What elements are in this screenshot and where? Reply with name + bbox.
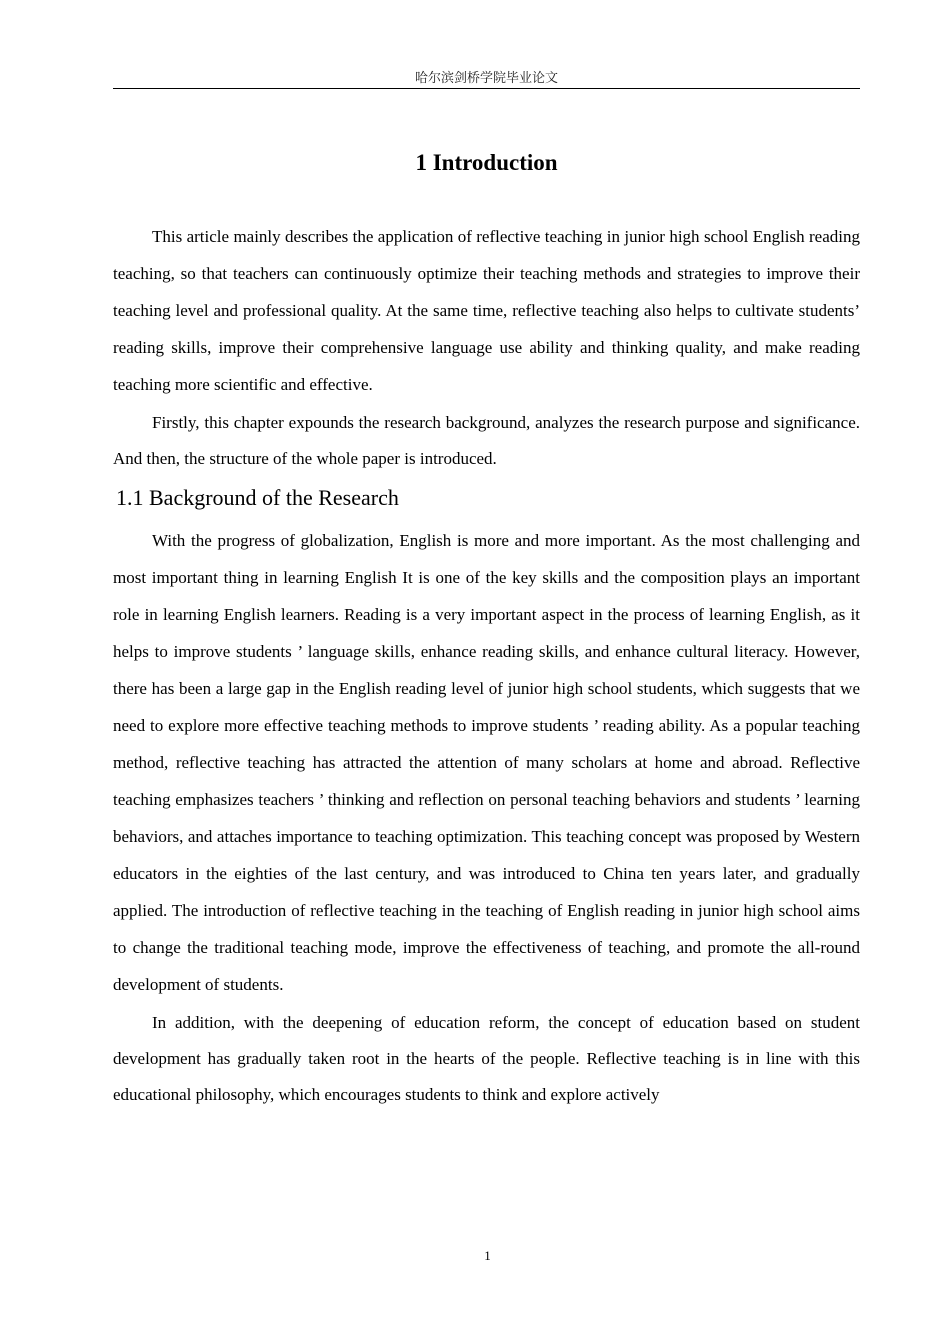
background-paragraph-1: With the progress of globalization, English is more and more important. As the most challenging and most important thing in learning English It is one of the key skills and the composition plays an important role in learning English learners. Reading is a very important aspect in the process of learning English, as it helps to improve students ’ language skills, enhance reading skills, and enhance cultural literacy. However, there has been a large gap in the English reading level of junior high school students, which suggests that we need to explore more effective teaching methods to improve students ’ reading ability. As a popular teaching method, reflective teaching has attracted the attention of many scholars at home and abroad. Reflective teaching emphasizes teachers ’ thinking and reflection on personal teaching behaviors and students ’ learning behaviors, and attaches importance to teaching optimization. This teaching concept was proposed by Western educators in the eighties of the last century, and was introduced to China ten years later, and gradually applied. The introduction of reflective teaching in the teaching of English reading in junior high school aims to change the traditional teaching mode, improve the effectiveness of teaching, and promote the all-round development of students. [113,531,860,994]
intro-paragraph-1: This article mainly describes the application of reflective teaching in junior high school English reading teaching, so that teachers can continuously optimize their teaching methods and strategies to improve their teaching level and professional quality. At the same time, reflective teaching also helps to cultivate students’ reading skills, improve their comprehensive language use ability and thinking quality, and make reading teaching more scientific and effective. [113,227,860,394]
section-heading: 1.1 Background of the Research [116,485,399,510]
document-body [113,218,860,1113]
intro-paragraph-2: Firstly, this chapter expounds the research background, analyzes the research purpose and significance. And then, the structure of the whole paper is introduced. [113,413,860,468]
header-divider [113,88,860,89]
background-paragraph-2: In addition, with the deepening of education reform, the concept of education based on student development has gradually taken root in the hearts of the people. Reflective teaching is in line with this educational philosophy, which encourages students to think and explore actively [113,1013,860,1104]
page-number: 1 [484,1248,491,1263]
running-header: 哈尔滨剑桥学院毕业论文 [414,70,558,85]
chapter-title: 1 Introduction [415,150,558,175]
